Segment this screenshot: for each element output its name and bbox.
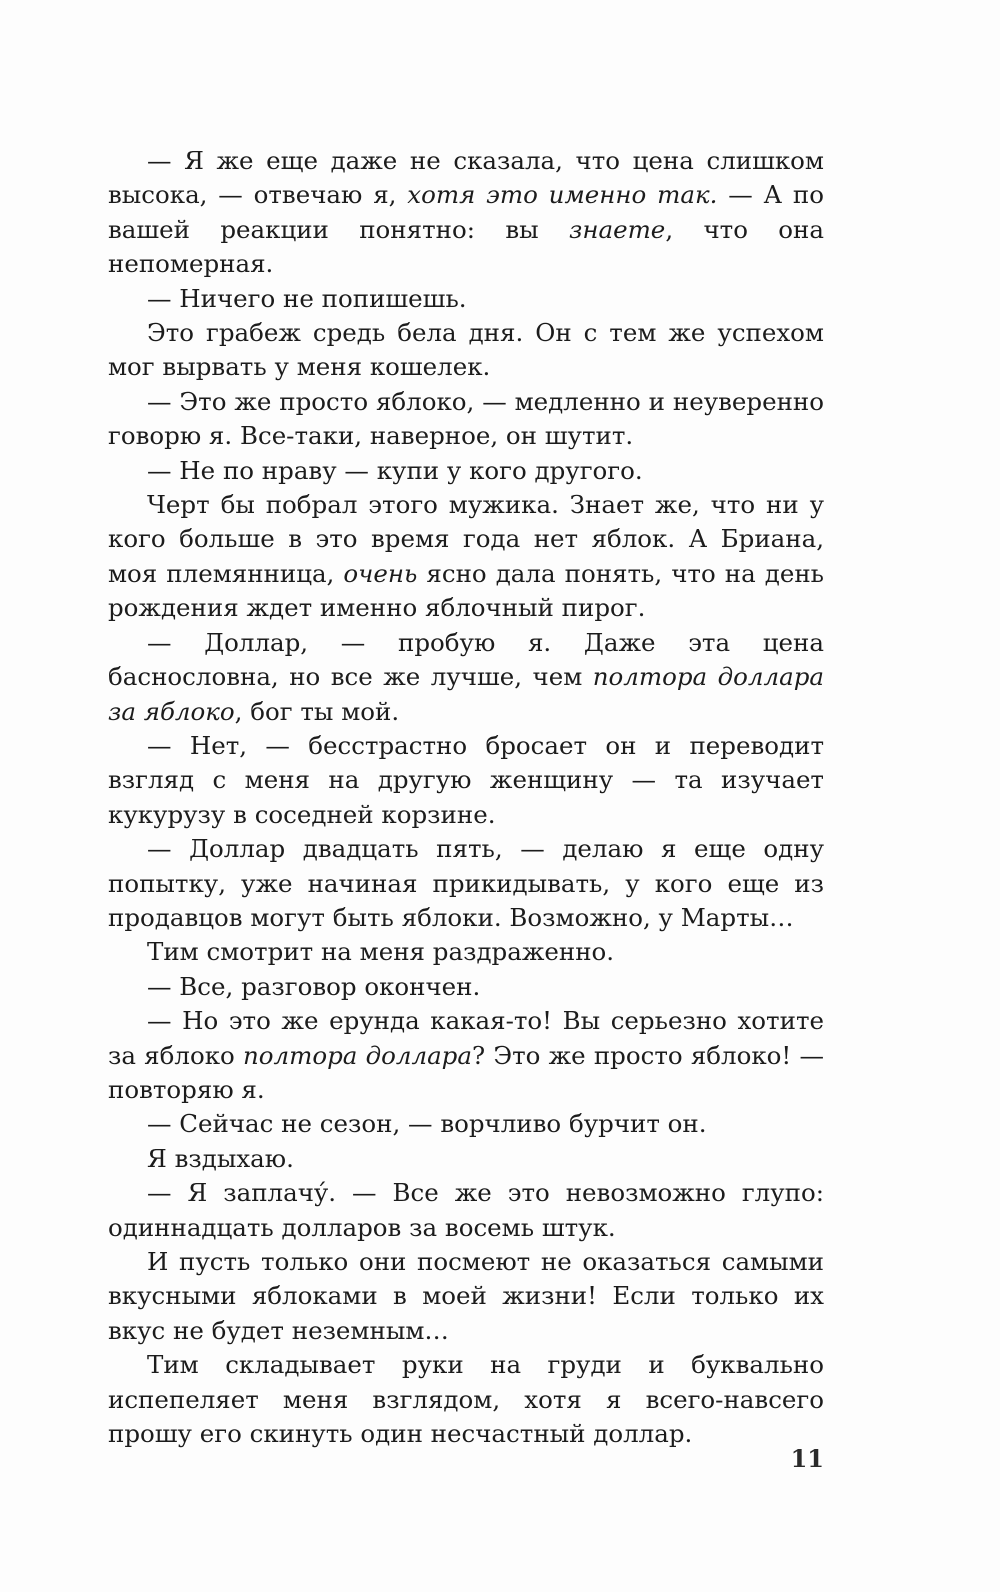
paragraph xyxy=(108,626,824,729)
text-run: , бог ты мой. xyxy=(234,696,400,726)
text-run: — Это же просто яблоко, — медленно и неуверенно говорю я. Все-таки, наверное, он шутит. xyxy=(108,386,824,451)
paragraph xyxy=(108,144,824,282)
italic-text: полтора доллара за яблоко xyxy=(108,662,824,726)
paragraph xyxy=(108,1245,824,1348)
text-run: — А по вашей реакции понятно: вы xyxy=(108,180,824,244)
text-run: Черт бы побрал этого мужика. Знает же, что ни у кого больше в это время года нет яблок. А Бриана, моя племянница, xyxy=(108,490,824,588)
text-run: — Я заплачу́. — Все же это невозможно глупо: одиннадцать долларов за восемь штук. xyxy=(108,1178,824,1242)
text-run: — Нет, — бесстрастно бросает он и переводит взгляд с меня на другую женщину — та изучает кукурузу в соседней корзине. xyxy=(108,730,824,829)
italic-text: полтора доллара xyxy=(242,1040,472,1070)
text-run: — Я же еще даже не сказала, что цена слишком высока, — отвечаю я, xyxy=(108,146,824,210)
text-run: Это грабеж средь бела дня. Он с тем же успехом мог вырвать у меня кошелек. xyxy=(108,318,824,382)
paragraph xyxy=(108,488,824,626)
text-run: — Доллар двадцать пять, — делаю я еще одну попытку, уже начиная прикидывать, у кого еще из продавцов могут быть яблоки. Возможно, у Марты… xyxy=(108,834,824,932)
text-run: Тим смотрит на меня раздраженно. xyxy=(147,937,615,967)
text-run: Тим складывает руки на груди и буквально испепеляет меня взглядом, хотя я всего-навсего прошу его скинуть один несчастный доллар. xyxy=(108,1350,824,1449)
text-run: — Сейчас не сезон, — ворчливо бурчит он. xyxy=(147,1109,707,1139)
text-run: И пусть только они посмеют не оказаться самыми вкусными яблоками в моей жизни! Если только их вкус не будет неземным… xyxy=(108,1247,824,1345)
text-run: — Все, разговор окончен. xyxy=(147,971,481,1001)
text-run: — Ничего не попишешь. xyxy=(147,283,467,313)
body-text xyxy=(108,144,824,1451)
italic-text: хотя это именно так. xyxy=(407,180,718,210)
paragraph xyxy=(108,729,824,832)
text-run: ? Это же просто яблоко! — повторяю я. xyxy=(108,1040,824,1104)
paragraph xyxy=(108,1004,824,1107)
text-run: — Но это же ерунда какая-то! Вы серьезно хотите за яблоко xyxy=(108,1006,824,1070)
paragraph xyxy=(108,832,824,935)
paragraph xyxy=(108,1107,824,1141)
text-run: — Не по нраву — купи у кого другого. xyxy=(147,455,643,485)
text-run: — Доллар, — пробую я. Даже эта цена баснословна, но все же лучше, чем xyxy=(108,627,824,692)
text-run: Я вздыхаю. xyxy=(147,1143,294,1173)
paragraph xyxy=(108,385,824,454)
paragraph xyxy=(108,316,824,385)
text-run: , что она непомерная. xyxy=(108,214,824,279)
paragraph xyxy=(108,970,824,1004)
paragraph xyxy=(108,1142,824,1176)
italic-text: знаете xyxy=(568,214,666,244)
page-number: 11 xyxy=(790,1444,824,1473)
text-run: ясно дала понять, что на день рождения ждет именно яблочный пирог. xyxy=(108,558,824,623)
italic-text: очень xyxy=(343,558,418,588)
paragraph xyxy=(108,935,824,969)
paragraph xyxy=(108,454,824,488)
paragraph xyxy=(108,282,824,316)
paragraph xyxy=(108,1176,824,1245)
paragraph xyxy=(108,1348,824,1451)
